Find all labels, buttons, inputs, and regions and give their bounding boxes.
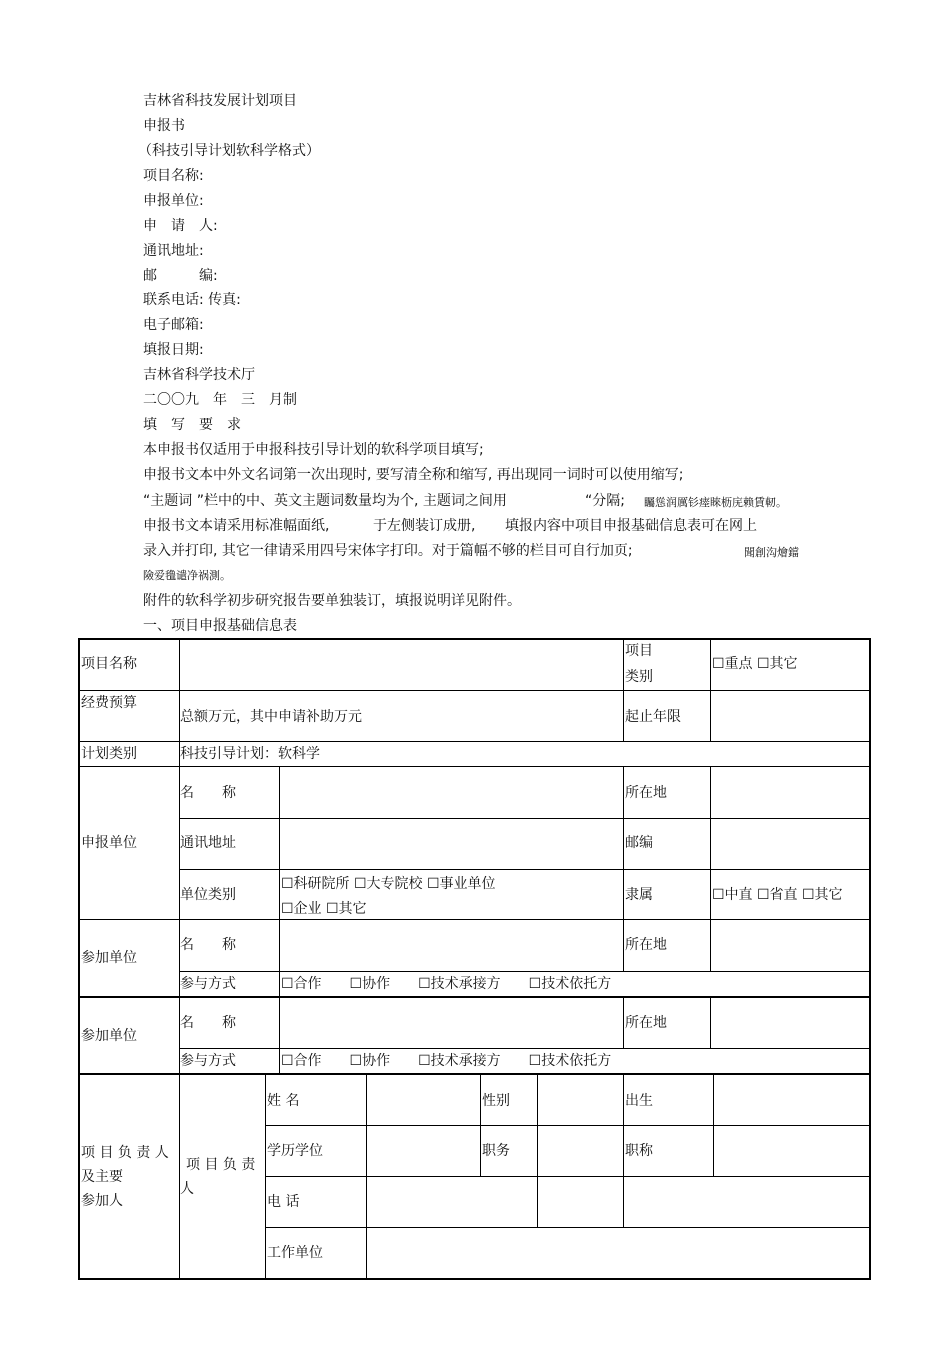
cover-title: 吉林省科技发展计划项目 [143, 93, 297, 109]
cover-applicant: 申 请 人: [143, 218, 218, 234]
requirement-4c: 填报内容中项目申报基础信息表可在网上 [505, 518, 757, 534]
label-participant-unit-2: 参加单位 [81, 1028, 137, 1044]
cover-address: 通讯地址: [143, 243, 204, 259]
label-unit-name: 名 称 [180, 785, 236, 801]
unit-type-options-1[interactable]: ☐科研院所 ☐大专院校 ☐事业单位 [281, 876, 496, 892]
label-project-type-1: 项目 [625, 643, 653, 659]
affiliation-options[interactable]: ☐中直 ☐省直 ☐其它 [712, 887, 843, 903]
requirement-6: 險爱氇谴净祸測。 [143, 569, 231, 582]
cover-email: 电子邮箱: [143, 317, 204, 333]
label-leader-section-2: 及主要 [81, 1169, 123, 1185]
cover-department: 吉林省科学技术厅 [143, 367, 255, 383]
participation-options-2[interactable]: ☐合作 ☐协作 ☐技术承接方 ☐技术依托方 [281, 1053, 612, 1069]
label-participant-2-location: 所在地 [625, 1015, 667, 1031]
cover-applicant-unit: 申报单位: [143, 193, 204, 209]
requirements-heading: 填 写 要 求 [143, 417, 241, 433]
budget-value: 总额万元，其中申请补助万元 [180, 709, 362, 725]
label-gender: 性别 [482, 1093, 510, 1109]
requirement-3b: “分隔; [585, 493, 625, 509]
label-leader-section-3: 参加人 [81, 1193, 123, 1209]
cover-project-name: 项目名称: [143, 168, 204, 184]
label-full-name: 姓 名 [267, 1093, 300, 1109]
label-project-name: 项目名称 [81, 656, 137, 672]
label-unit-address: 通讯地址 [180, 835, 236, 851]
label-affiliation: 隶属 [625, 887, 653, 903]
label-project-type-2: 类别 [625, 669, 653, 685]
label-unit-location: 所在地 [625, 785, 667, 801]
plan-type-value: 科技引导计划：软科学 [180, 746, 320, 762]
label-leader-section-1: 项 目 负 责 人 [81, 1145, 169, 1161]
requirement-4b: 于左侧装订成册, [373, 518, 476, 534]
label-leader-1: 项 目 负 责 [186, 1157, 256, 1173]
section-title: 一、项目申报基础信息表 [143, 618, 297, 634]
label-participation-mode-2: 参与方式 [180, 1053, 236, 1069]
label-leader-2: 人 [180, 1181, 194, 1197]
requirement-1: 本申报书仅适用于申报科技引导计划的软科学项目填写; [143, 442, 484, 458]
requirement-4a: 申报书文本请采用标准幅面纸, [143, 518, 330, 534]
label-post: 职务 [482, 1143, 510, 1159]
participation-options-1[interactable]: ☐合作 ☐协作 ☐技术承接方 ☐技术依托方 [281, 976, 612, 992]
requirement-5a: 录入并打印, 其它一律请采用四号宋体字打印。对于篇幅不够的栏目可自行加页; [143, 543, 633, 559]
label-title: 职称 [625, 1143, 653, 1159]
cover-format: （科技引导计划软科学格式） [138, 143, 320, 159]
cover-phone-fax: 联系电话: 传真: [143, 292, 241, 308]
label-budget: 经费预算 [81, 695, 137, 711]
label-education: 学历学位 [267, 1143, 323, 1159]
label-participant-unit-1: 参加单位 [81, 950, 137, 966]
requirement-3a: “主题词 ”栏中的中、英文主题词数量均为个, 主题词之间用 [143, 493, 507, 509]
label-plan-type: 计划类别 [81, 746, 137, 762]
requirement-2: 申报书文本中外文名词第一次出现时, 要写清全称和缩写, 再出现同一词时可以使用缩写; [143, 467, 684, 483]
cover-postcode: 邮 编: [143, 268, 218, 284]
cover-date: 填报日期: [143, 342, 204, 358]
label-participant-2-name: 名 称 [180, 1015, 236, 1031]
label-period: 起止年限 [625, 709, 681, 725]
unit-type-options-2[interactable]: ☐企业 ☐其它 [281, 901, 367, 917]
label-participation-mode-1: 参与方式 [180, 976, 236, 992]
cover-made-date: 二〇〇九 年 三 月制 [143, 392, 297, 408]
project-type-options[interactable]: ☐重点 ☐其它 [712, 656, 798, 672]
label-workplace: 工作单位 [267, 1245, 323, 1261]
requirement-7: 附件的软科学初步研究报告要单独装订，填报说明详见附件。 [143, 593, 521, 609]
label-unit-type: 单位类别 [180, 887, 236, 903]
requirement-5b: 聞創沟燴鐺 [744, 546, 799, 559]
label-unit-postcode: 邮编 [625, 835, 653, 851]
label-participant-1-name: 名 称 [180, 937, 236, 953]
label-phone: 电 话 [267, 1194, 300, 1210]
cover-subtitle: 申报书 [143, 118, 185, 134]
label-applicant-unit: 申报单位 [81, 835, 137, 851]
label-birth: 出生 [625, 1093, 653, 1109]
label-participant-1-location: 所在地 [625, 937, 667, 953]
requirement-3c: 矚慫润厲钐瘗睞枥庑赖賃軔。 [644, 496, 787, 509]
info-table [78, 638, 871, 1280]
